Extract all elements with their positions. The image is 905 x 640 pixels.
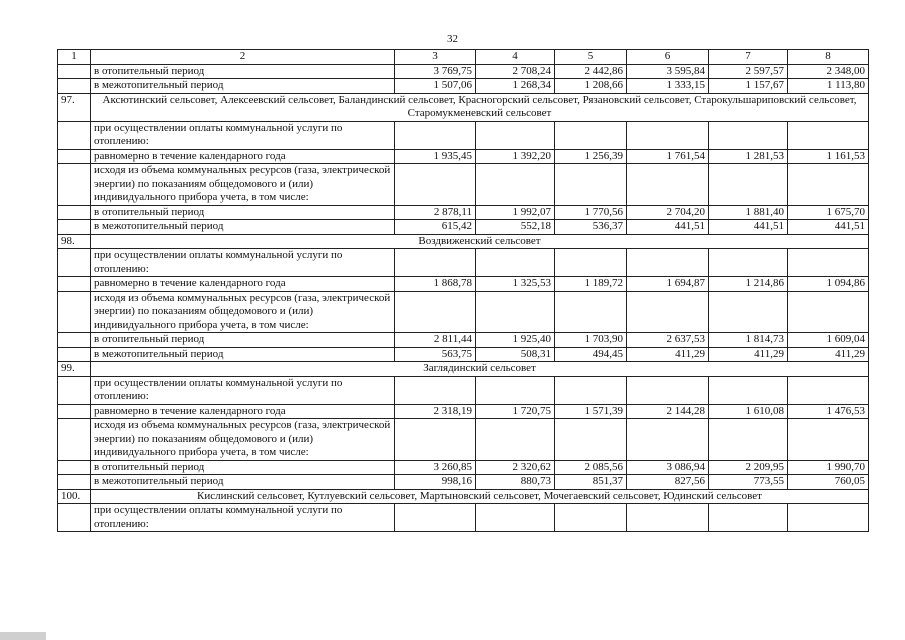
row-label: равномерно в течение календарного года bbox=[91, 277, 395, 292]
table-row bbox=[58, 164, 869, 206]
table-row bbox=[58, 475, 869, 490]
value-cell: 441,51 bbox=[788, 220, 869, 235]
value-cell: 2 144,28 bbox=[627, 404, 709, 419]
index-cell bbox=[58, 220, 91, 235]
value-cell bbox=[627, 419, 709, 461]
value-cell bbox=[395, 164, 476, 206]
index-cell bbox=[58, 376, 91, 404]
section-title: Аксютинский сельсовет, Алексеевский сельсовет, Баландинский сельсовет, Красногорский сельсовет, Рязановский сельсовет, Старокульшариповский сельсовет, Старомукменевский сельсовет bbox=[91, 93, 869, 121]
section-index: 97. bbox=[58, 93, 91, 121]
column-number: 4 bbox=[476, 50, 555, 65]
value-cell bbox=[788, 291, 869, 333]
table-row bbox=[58, 121, 869, 149]
value-cell bbox=[709, 504, 788, 532]
value-cell: 411,29 bbox=[788, 347, 869, 362]
column-number: 2 bbox=[91, 50, 395, 65]
value-cell bbox=[709, 249, 788, 277]
value-cell: 851,37 bbox=[555, 475, 627, 490]
section-title: Заглядинский сельсовет bbox=[91, 362, 869, 377]
page-number: 32 bbox=[447, 33, 458, 45]
table-row bbox=[58, 64, 869, 79]
value-cell: 1 189,72 bbox=[555, 277, 627, 292]
value-cell bbox=[555, 291, 627, 333]
value-cell: 1 268,34 bbox=[476, 79, 555, 94]
value-cell: 1 571,39 bbox=[555, 404, 627, 419]
value-cell bbox=[395, 291, 476, 333]
value-cell: 1 770,56 bbox=[555, 205, 627, 220]
value-cell: 1 208,66 bbox=[555, 79, 627, 94]
index-cell bbox=[58, 475, 91, 490]
value-cell: 1 392,20 bbox=[476, 149, 555, 164]
value-cell bbox=[476, 121, 555, 149]
index-cell bbox=[58, 419, 91, 461]
value-cell: 1 157,67 bbox=[709, 79, 788, 94]
section-index: 98. bbox=[58, 234, 91, 249]
section-heading-row bbox=[58, 489, 869, 504]
row-label: в отопительный период bbox=[91, 460, 395, 475]
value-cell: 880,73 bbox=[476, 475, 555, 490]
value-cell bbox=[627, 121, 709, 149]
value-cell: 494,45 bbox=[555, 347, 627, 362]
value-cell: 2 085,56 bbox=[555, 460, 627, 475]
column-number: 5 bbox=[555, 50, 627, 65]
column-number: 3 bbox=[395, 50, 476, 65]
value-cell: 1 333,15 bbox=[627, 79, 709, 94]
value-cell: 536,37 bbox=[555, 220, 627, 235]
section-heading-row bbox=[58, 234, 869, 249]
value-cell: 1 992,07 bbox=[476, 205, 555, 220]
value-cell: 3 595,84 bbox=[627, 64, 709, 79]
row-label: в межотопительный период bbox=[91, 347, 395, 362]
value-cell: 552,18 bbox=[476, 220, 555, 235]
value-cell bbox=[476, 376, 555, 404]
index-cell bbox=[58, 347, 91, 362]
table-row bbox=[58, 205, 869, 220]
value-cell bbox=[709, 121, 788, 149]
value-cell bbox=[627, 376, 709, 404]
index-cell bbox=[58, 149, 91, 164]
value-cell: 2 811,44 bbox=[395, 333, 476, 348]
column-number: 7 bbox=[709, 50, 788, 65]
value-cell: 1 720,75 bbox=[476, 404, 555, 419]
value-cell bbox=[555, 504, 627, 532]
value-cell bbox=[627, 291, 709, 333]
value-cell: 1 935,45 bbox=[395, 149, 476, 164]
value-cell bbox=[555, 376, 627, 404]
value-cell: 1 281,53 bbox=[709, 149, 788, 164]
section-index: 100. bbox=[58, 489, 91, 504]
value-cell: 411,29 bbox=[709, 347, 788, 362]
value-cell bbox=[395, 121, 476, 149]
table-row bbox=[58, 79, 869, 94]
row-label: при осуществлении оплаты коммунальной услуги по отоплению: bbox=[91, 504, 395, 532]
value-cell bbox=[395, 249, 476, 277]
value-cell: 1 990,70 bbox=[788, 460, 869, 475]
value-cell: 1 925,40 bbox=[476, 333, 555, 348]
value-cell: 827,56 bbox=[627, 475, 709, 490]
row-label: при осуществлении оплаты коммунальной услуги по отоплению: bbox=[91, 376, 395, 404]
section-title: Воздвиженский сельсовет bbox=[91, 234, 869, 249]
value-cell: 1 609,04 bbox=[788, 333, 869, 348]
row-label: в отопительный период bbox=[91, 333, 395, 348]
value-cell: 3 086,94 bbox=[627, 460, 709, 475]
value-cell: 1 476,53 bbox=[788, 404, 869, 419]
row-label: при осуществлении оплаты коммунальной услуги по отоплению: bbox=[91, 249, 395, 277]
value-cell: 1 256,39 bbox=[555, 149, 627, 164]
value-cell bbox=[476, 164, 555, 206]
value-cell: 1 113,80 bbox=[788, 79, 869, 94]
value-cell: 615,42 bbox=[395, 220, 476, 235]
value-cell: 2 320,62 bbox=[476, 460, 555, 475]
value-cell bbox=[555, 164, 627, 206]
table-row bbox=[58, 291, 869, 333]
index-cell bbox=[58, 460, 91, 475]
table-row bbox=[58, 149, 869, 164]
table-row bbox=[58, 460, 869, 475]
column-number: 6 bbox=[627, 50, 709, 65]
value-cell bbox=[555, 419, 627, 461]
value-cell bbox=[476, 249, 555, 277]
index-cell bbox=[58, 79, 91, 94]
value-cell: 2 348,00 bbox=[788, 64, 869, 79]
value-cell: 2 637,53 bbox=[627, 333, 709, 348]
row-label: исходя из объема коммунальных ресурсов (газа, электрической энергии) по показаниям общедомового и (или) индивидуального прибора учета, в том числе: bbox=[91, 164, 395, 206]
value-cell: 441,51 bbox=[627, 220, 709, 235]
value-cell bbox=[788, 249, 869, 277]
page-edge-mark bbox=[0, 632, 46, 640]
section-title: Кислинский сельсовет, Кутлуевский сельсовет, Мартыновский сельсовет, Мочегаевский сельсовет, Юдинский сельсовет bbox=[91, 489, 869, 504]
value-cell: 1 814,73 bbox=[709, 333, 788, 348]
column-number-row bbox=[58, 50, 869, 65]
column-number: 8 bbox=[788, 50, 869, 65]
value-cell: 2 708,24 bbox=[476, 64, 555, 79]
value-cell bbox=[709, 164, 788, 206]
value-cell: 773,55 bbox=[709, 475, 788, 490]
section-heading-row bbox=[58, 362, 869, 377]
value-cell: 2 209,95 bbox=[709, 460, 788, 475]
index-cell bbox=[58, 291, 91, 333]
value-cell: 998,16 bbox=[395, 475, 476, 490]
value-cell bbox=[476, 419, 555, 461]
value-cell: 1 325,53 bbox=[476, 277, 555, 292]
value-cell: 760,05 bbox=[788, 475, 869, 490]
row-label: в отопительный период bbox=[91, 64, 395, 79]
table-row bbox=[58, 249, 869, 277]
value-cell: 1 161,53 bbox=[788, 149, 869, 164]
row-label: в межотопительный период bbox=[91, 475, 395, 490]
index-cell bbox=[58, 164, 91, 206]
value-cell: 441,51 bbox=[709, 220, 788, 235]
value-cell bbox=[709, 291, 788, 333]
row-label: в отопительный период bbox=[91, 205, 395, 220]
value-cell bbox=[627, 249, 709, 277]
value-cell bbox=[555, 121, 627, 149]
value-cell: 3 769,75 bbox=[395, 64, 476, 79]
row-label: равномерно в течение календарного года bbox=[91, 404, 395, 419]
value-cell bbox=[788, 121, 869, 149]
table-row bbox=[58, 504, 869, 532]
index-cell bbox=[58, 333, 91, 348]
row-label: исходя из объема коммунальных ресурсов (газа, электрической энергии) по показаниям общедомового и (или) индивидуального прибора учета, в том числе: bbox=[91, 419, 395, 461]
value-cell bbox=[395, 419, 476, 461]
value-cell bbox=[627, 164, 709, 206]
tariff-table bbox=[57, 49, 869, 532]
value-cell: 1 507,06 bbox=[395, 79, 476, 94]
index-cell bbox=[58, 249, 91, 277]
table-row bbox=[58, 220, 869, 235]
value-cell: 1 881,40 bbox=[709, 205, 788, 220]
index-cell bbox=[58, 205, 91, 220]
index-cell bbox=[58, 404, 91, 419]
value-cell bbox=[788, 376, 869, 404]
value-cell bbox=[395, 504, 476, 532]
value-cell: 2 597,57 bbox=[709, 64, 788, 79]
value-cell bbox=[788, 504, 869, 532]
value-cell: 1 694,87 bbox=[627, 277, 709, 292]
value-cell bbox=[788, 419, 869, 461]
value-cell: 1 703,90 bbox=[555, 333, 627, 348]
value-cell bbox=[555, 249, 627, 277]
index-cell bbox=[58, 121, 91, 149]
value-cell: 1 094,86 bbox=[788, 277, 869, 292]
table-row bbox=[58, 277, 869, 292]
table-row bbox=[58, 333, 869, 348]
value-cell: 411,29 bbox=[627, 347, 709, 362]
table-row bbox=[58, 376, 869, 404]
value-cell: 2 878,11 bbox=[395, 205, 476, 220]
value-cell: 2 442,86 bbox=[555, 64, 627, 79]
value-cell: 508,31 bbox=[476, 347, 555, 362]
value-cell: 1 761,54 bbox=[627, 149, 709, 164]
row-label: в межотопительный период bbox=[91, 220, 395, 235]
index-cell bbox=[58, 277, 91, 292]
value-cell bbox=[788, 164, 869, 206]
section-heading-row bbox=[58, 93, 869, 121]
index-cell bbox=[58, 64, 91, 79]
value-cell: 1 868,78 bbox=[395, 277, 476, 292]
table-row bbox=[58, 419, 869, 461]
value-cell bbox=[627, 504, 709, 532]
value-cell: 563,75 bbox=[395, 347, 476, 362]
value-cell: 2 318,19 bbox=[395, 404, 476, 419]
column-number: 1 bbox=[58, 50, 91, 65]
value-cell bbox=[476, 291, 555, 333]
index-cell bbox=[58, 504, 91, 532]
value-cell: 1 610,08 bbox=[709, 404, 788, 419]
value-cell: 3 260,85 bbox=[395, 460, 476, 475]
value-cell bbox=[709, 376, 788, 404]
value-cell bbox=[476, 504, 555, 532]
section-index: 99. bbox=[58, 362, 91, 377]
row-label: в межотопительный период bbox=[91, 79, 395, 94]
table-row bbox=[58, 347, 869, 362]
value-cell: 1 214,86 bbox=[709, 277, 788, 292]
value-cell bbox=[395, 376, 476, 404]
row-label: при осуществлении оплаты коммунальной услуги по отоплению: bbox=[91, 121, 395, 149]
value-cell: 1 675,70 bbox=[788, 205, 869, 220]
row-label: равномерно в течение календарного года bbox=[91, 149, 395, 164]
row-label: исходя из объема коммунальных ресурсов (газа, электрической энергии) по показаниям общедомового и (или) индивидуального прибора учета, в том числе: bbox=[91, 291, 395, 333]
table-row bbox=[58, 404, 869, 419]
value-cell: 2 704,20 bbox=[627, 205, 709, 220]
value-cell bbox=[709, 419, 788, 461]
